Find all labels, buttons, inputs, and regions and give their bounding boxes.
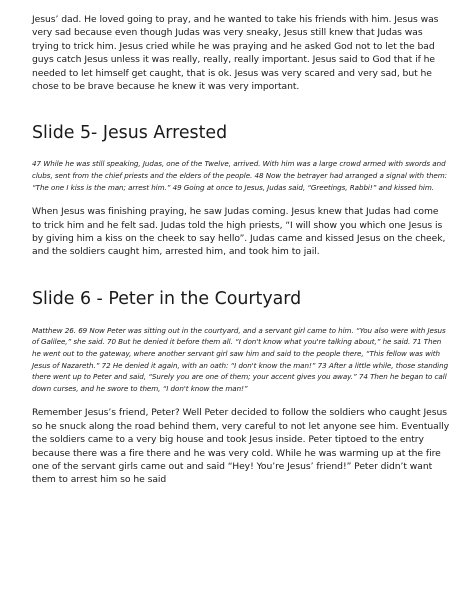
- slide6-story: Remember Jesus’s friend, Peter? Well Peter decided to follow the soldiers who caught Jesus so he snuck along the road behind them, very careful to not let anyone see him. Eventually the soldiers came to a very big house and took Jesus inside. Peter tiptoed to the entry because there was a fire there and he was very cold. While he was warming up at the fire one of the servant girls came out and said “Hey! You’re Jesus’ friend!” Peter didn’t want them to arrest him so he said: [32, 407, 450, 486]
- slide6-verse: Matthew 26. 69 Now Peter was sitting out in the courtyard, and a servant girl came to him. “You also were with Jesus of Galilee,” she said. 70 But he denied it before them all. “I don't know what you're talking about,” he said. 71 Then he went out to the gateway, where another servant girl saw him and said to the people there, “This fellow was with Jesus of Nazareth.” 72 He denied it again, with an oath: “I don't know the man!” 73 After a little while, those standing there went up to Peter and said, “Surely you are one of them; your accent gives you away.” 74 Then he began to call down curses, and he swore to them, “I don't know the man!”: [32, 325, 449, 393]
- intro-paragraph: Jesus’ dad. He loved going to pray, and he wanted to take his friends with him. Jesus was very sad because even though Judas was very sneaky, Jesus still knew that Judas was trying to trick him. Jesus cried while he was praying and he asked God not to let the bad guys catch Jesus unless it was really, really, really important. Jesus said to God that if he needed to let himself get caught, that is ok. Jesus was very scared and very sad, but he chose to be brave because he knew it was very important.: [32, 14, 439, 93]
- slide5-title: Slide 5- Jesus Arrested: [32, 123, 228, 144]
- slide5-story: When Jesus was finishing praying, he saw Judas coming. Jesus knew that Judas had come to trick him and he felt sad. Judas told the high priests, “I will show you which one Jesus is by giving him a kiss on the cheek to say hello”. Judas came and kissed Jesus on the cheek, and the soldiers caught him, arrested him, and took him to jail.: [32, 206, 446, 258]
- document-page: [32, 13, 450, 487]
- slide5-verse: 47 While he was still speaking, Judas, one of the Twelve, arrived. With him was a large crowd armed with swords and clubs, sent from the chief priests and the elders of the people. 48 Now the betrayer had arranged a signal with them: “The one I kiss is the man; arrest him.” 49 Going at once to Jesus, Judas said, “Greetings, Rabbi!” and kissed him.: [32, 159, 448, 192]
- slide6-title: Slide 6 - Peter in the Courtyard: [32, 288, 302, 309]
